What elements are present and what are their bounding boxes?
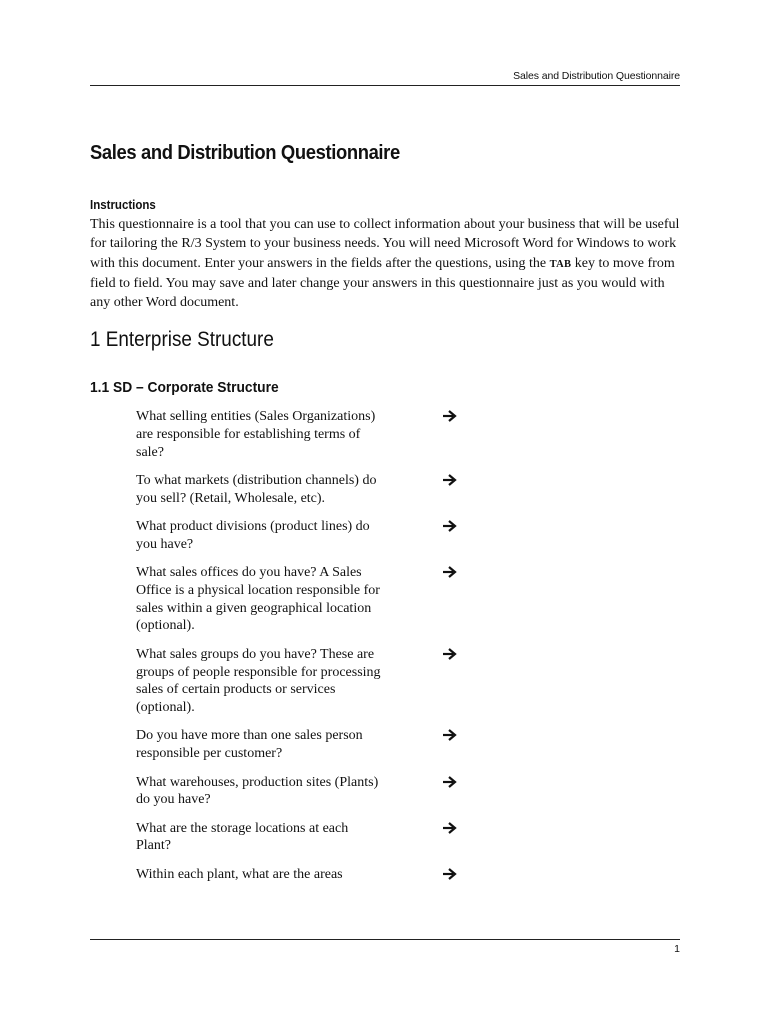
question-row	[136, 408, 476, 461]
question-text: What sales offices do you have? A Sales Office is a physical location responsible for sales within a given geographical location (optional).	[136, 565, 380, 634]
document-title: Sales and Distribution Questionnaire	[90, 142, 400, 164]
arrow-right-icon[interactable]	[440, 646, 460, 662]
arrow-right-icon[interactable]	[440, 727, 460, 743]
question-row	[136, 866, 476, 884]
arrow-right-icon[interactable]	[440, 472, 460, 488]
subsection-heading: 1.1 SD – Corporate Structure	[90, 379, 279, 396]
question-text: What are the storage locations at each Plant?	[136, 820, 349, 854]
question-list	[136, 408, 476, 894]
question-text: What sales groups do you have? These are groups of people responsible for processing sales of certain products or services (optional).	[136, 646, 381, 716]
question-text: Within each plant, what are the areas	[136, 866, 343, 882]
question-row	[136, 518, 476, 554]
tab-key-label: TAB	[549, 258, 572, 270]
question-text: What product divisions (product lines) do you have?	[136, 518, 370, 552]
arrow-right-icon[interactable]	[440, 518, 460, 534]
arrow-right-icon[interactable]	[440, 408, 460, 424]
question-row	[136, 727, 476, 763]
arrow-right-icon[interactable]	[440, 774, 460, 790]
instructions-text-part-2: key to move from field to field. You may save and later change your answers in this questionnaire just as you would with any other Word document.	[90, 255, 675, 311]
header-rule	[90, 85, 680, 86]
question-row	[136, 646, 476, 717]
question-row	[136, 820, 476, 856]
question-text: What selling entities (Sales Organizations) are responsible for establishing terms of sale?	[136, 409, 376, 460]
footer-rule	[90, 939, 680, 940]
instructions-paragraph	[90, 215, 686, 312]
running-header: Sales and Distribution Questionnaire	[513, 70, 680, 82]
question-text: Do you have more than one sales person responsible per customer?	[136, 728, 363, 762]
question-row	[136, 774, 476, 810]
instructions-heading: Instructions	[90, 198, 156, 212]
question-text: To what markets (distribution channels) do you sell? (Retail, Wholesale, etc).	[136, 472, 377, 506]
section-heading: 1 Enterprise Structure	[90, 328, 274, 351]
arrow-right-icon[interactable]	[440, 866, 460, 882]
arrow-right-icon[interactable]	[440, 564, 460, 580]
page-number: 1	[674, 943, 680, 955]
question-text: What warehouses, production sites (Plants) do you have?	[136, 774, 379, 808]
instructions-text-part-1: This questionnaire is a tool that you can use to collect information about your business that will be useful for tailoring the R/3 System to your business needs. You will need Microsoft Word for Windows to work with this document. Enter your answers in the fields after the questions, using the	[90, 217, 680, 271]
question-row	[136, 564, 476, 635]
question-row	[136, 472, 476, 508]
arrow-right-icon[interactable]	[440, 820, 460, 836]
